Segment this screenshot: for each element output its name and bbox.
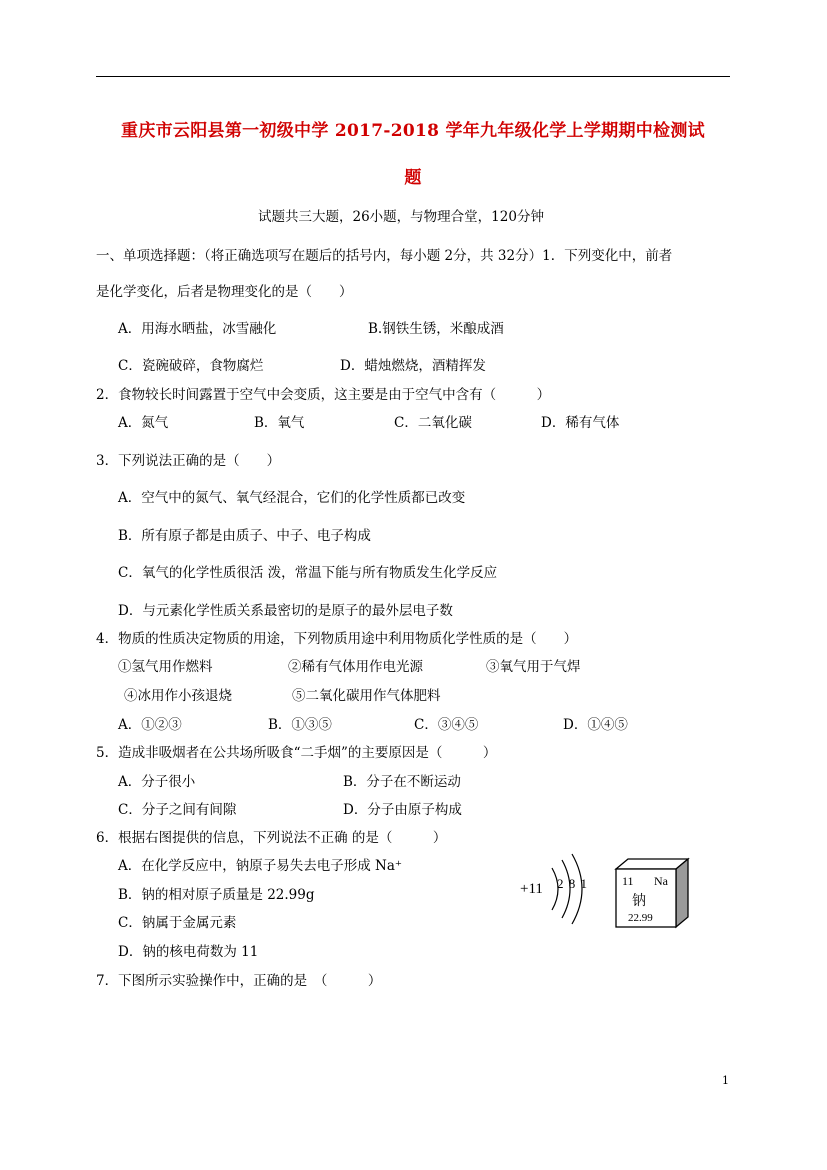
q3-option-a: A．空气中的氮气、氧气经混合，它们的化学性质都已改变 [118,490,466,506]
sodium-element-cell [612,855,696,929]
q6-option-d: D．钠的核电荷数为 11 [118,944,259,960]
q4-item-4: ④冰用作小孩退烧 [124,688,232,704]
sodium-atom-structure-diagram [508,852,620,926]
q5-option-c: C．分子之间有间隙 [118,802,237,818]
nucleus-charge: +11 [520,881,543,897]
q4-option-b: B．①③⑤ [268,717,332,733]
q5-option-b: B．分子在不断运动 [343,774,461,790]
question-7-stem: 7．下图所示实验操作中，正确的是 （ ） [96,973,382,989]
element-name: 钠 [632,893,646,909]
q6-option-c: C．钠属于金属元素 [118,915,237,931]
element-symbol: Na [654,874,668,888]
question-6-stem: 6．根据右图提供的信息，下列说法不正确 的是（ ） [96,830,447,846]
document-title: 重庆市云阳县第一初级中学 2017-2018 学年九年级化学上学期期中检测试 [121,121,705,141]
atomic-number: 11 [622,874,634,888]
q4-item-3: ③氧气用于气焊 [486,659,581,675]
atomic-mass: 22.99 [628,912,653,924]
q2-option-c: C．二氧化碳 [394,415,472,431]
q4-option-c: C．③④⑤ [414,717,479,733]
header-rule [96,76,730,77]
document-title-continued: 题 [404,168,422,188]
q2-option-d: D．稀有气体 [541,415,620,431]
page-number: 1 [722,1074,729,1087]
q2-option-a: A．氮气 [118,415,169,431]
q5-option-d: D．分子由原子构成 [343,802,462,818]
exam-info: 试题共三大题，26小题，与物理合堂，120分钟 [258,209,544,225]
q1-option-d: D．蜡烛燃烧，酒精挥发 [340,358,486,374]
q4-item-1: ①氢气用作燃料 [118,659,213,675]
q4-item-5: ⑤二氧化碳用作气体肥料 [292,688,441,704]
q4-option-d: D．①④⑤ [563,717,628,733]
q6-option-a: A．在化学反应中，钠原子易失去电子形成 Na⁺ [118,858,403,874]
q2-option-b: B．氧气 [254,415,305,431]
q4-item-2: ②稀有气体用作电光源 [288,659,423,675]
q3-option-c: C．氧气的化学性质很活 泼，常温下能与所有物质发生化学反应 [118,565,498,581]
question-5-stem: 5．造成非吸烟者在公共场所吸食“二手烟”的主要原因是（ ） [96,745,497,761]
question-3-stem: 3．下列说法正确的是（ ） [96,453,281,469]
q6-option-b: B．钠的相对原子质量是 22.99g [118,887,315,903]
q1-option-b: B.钢铁生锈，米酿成酒 [368,321,504,337]
q3-option-b: B．所有原子都是由质子、中子、电子构成 [118,528,371,544]
question-2-stem: 2．食物较长时间露置于空气中会变质，这主要是由于空气中含有（ ） [96,387,551,403]
q3-option-d: D．与元素化学性质关系最密切的是原子的最外层电子数 [118,603,453,619]
q1-option-a: A．用海水晒盐，冰雪融化 [118,321,277,337]
q1-option-c: C．瓷碗破碎，食物腐烂 [118,358,264,374]
cell-side-face [676,859,688,927]
section-heading: 一、单项选择题：（将正确选项写在题后的括号内，每小题 2分，共 32分）1．下列变化中，前者 [96,248,673,264]
question-1-stem: 是化学变化，后者是物理变化的是（ ） [96,284,353,300]
question-4-stem: 4．物质的性质决定物质的用途，下列物质用途中利用物质化学性质的是（ ） [96,631,578,647]
q4-option-a: A．①②③ [118,717,182,733]
electron-counts: 2 8 1 [557,876,588,891]
q5-option-a: A．分子很小 [118,774,196,790]
